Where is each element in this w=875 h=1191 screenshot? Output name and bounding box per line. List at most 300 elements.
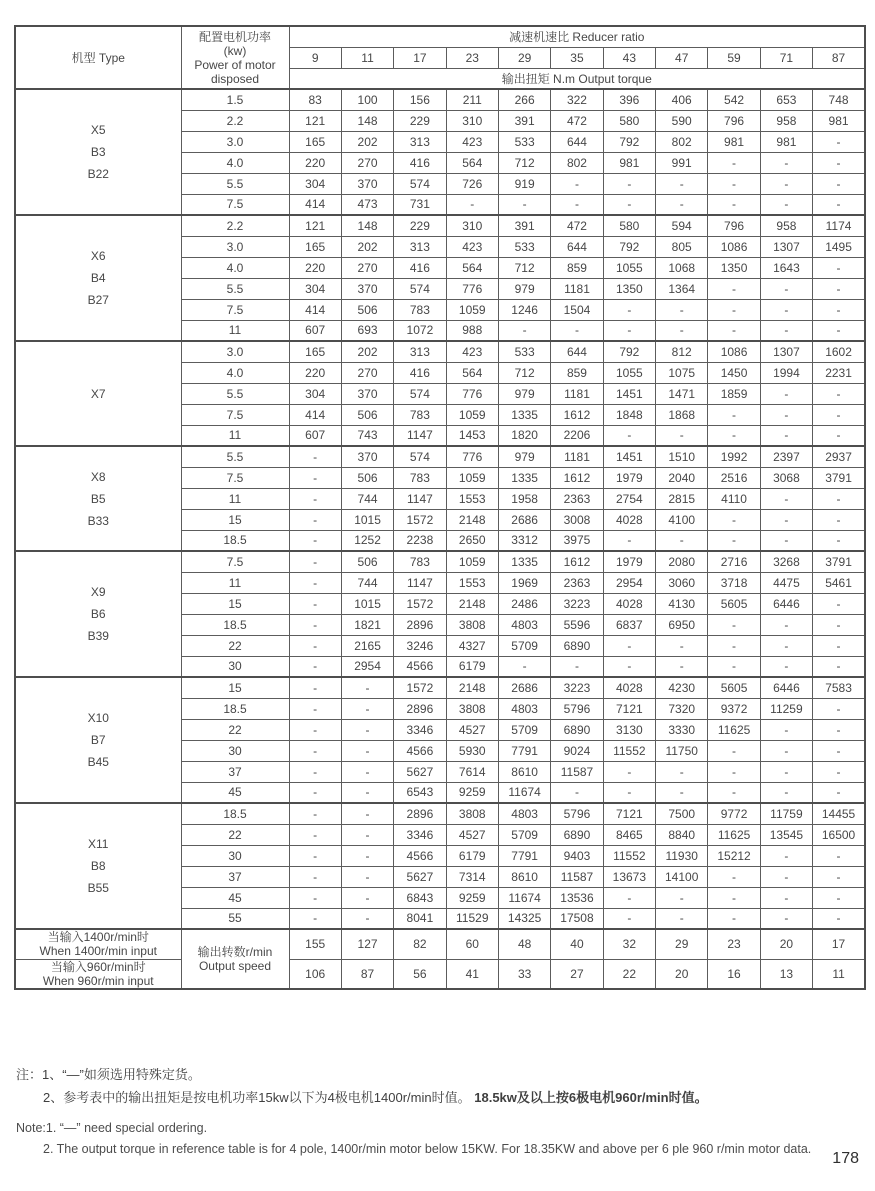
torque-value-cell: 472 — [551, 215, 603, 236]
torque-value-cell: 783 — [394, 551, 446, 572]
torque-row — [15, 677, 865, 698]
torque-value-cell: - — [289, 656, 341, 677]
power-cell: 30 — [181, 845, 289, 866]
torque-value-cell: - — [289, 530, 341, 551]
torque-value-cell: 2954 — [603, 572, 655, 593]
speed-value-cell: 33 — [498, 959, 550, 989]
torque-value-cell: 1572 — [394, 677, 446, 698]
torque-value-cell: 6446 — [760, 677, 812, 698]
torque-value-cell: 423 — [446, 236, 498, 257]
torque-value-cell: 1992 — [708, 446, 760, 467]
torque-value-cell: - — [813, 635, 865, 656]
torque-value-cell: 5605 — [708, 593, 760, 614]
power-cell: 3.0 — [181, 131, 289, 152]
torque-value-cell: 1643 — [760, 257, 812, 278]
torque-value-cell: - — [813, 425, 865, 446]
type-line: X8 — [90, 469, 106, 484]
torque-value-cell: 8041 — [394, 908, 446, 929]
torque-value-cell: 564 — [446, 152, 498, 173]
power-header-line: (kw) — [223, 43, 247, 58]
torque-value-cell: 805 — [656, 236, 708, 257]
torque-value-cell: - — [813, 656, 865, 677]
torque-row — [15, 341, 865, 362]
torque-value-cell: 748 — [813, 89, 865, 110]
speed-value-cell: 60 — [446, 929, 498, 959]
torque-value-cell: 156 — [394, 89, 446, 110]
power-header-line: disposed — [210, 71, 260, 86]
torque-value-cell: 1055 — [603, 257, 655, 278]
torque-value-cell: - — [760, 908, 812, 929]
torque-value-cell: - — [813, 782, 865, 803]
torque-value-cell: 1059 — [446, 299, 498, 320]
torque-value-cell: - — [341, 803, 393, 824]
torque-value-cell: 6837 — [603, 614, 655, 635]
torque-value-cell: - — [760, 278, 812, 299]
speed-value-cell: 13 — [760, 959, 812, 989]
torque-value-cell: - — [498, 656, 550, 677]
torque-value-cell: - — [289, 467, 341, 488]
torque-value-cell: 607 — [289, 320, 341, 341]
torque-value-cell: 1969 — [498, 572, 550, 593]
torque-value-cell: 3223 — [551, 677, 603, 698]
torque-value-cell: - — [289, 761, 341, 782]
torque-value-cell: 580 — [603, 215, 655, 236]
type-cell — [15, 215, 181, 341]
torque-value-cell: 1181 — [551, 383, 603, 404]
torque-value-cell: 2148 — [446, 593, 498, 614]
speed-value-cell: 20 — [656, 959, 708, 989]
torque-value-cell: 1174 — [813, 215, 865, 236]
torque-value-cell: 796 — [708, 215, 760, 236]
torque-value-cell: 1504 — [551, 299, 603, 320]
torque-value-cell: 574 — [394, 383, 446, 404]
torque-value-cell: 1859 — [708, 383, 760, 404]
torque-value-cell: 1147 — [394, 488, 446, 509]
torque-value-cell: 1307 — [760, 236, 812, 257]
torque-value-cell: 3975 — [551, 530, 603, 551]
torque-value-cell: 266 — [498, 89, 550, 110]
torque-value-cell: - — [708, 173, 760, 194]
type-line: B8 — [90, 859, 106, 873]
torque-value-cell: - — [813, 509, 865, 530]
torque-value-cell: 5709 — [498, 824, 550, 845]
type-line: B45 — [87, 755, 109, 769]
torque-value-cell: 7320 — [656, 698, 708, 719]
torque-value-cell: 8465 — [603, 824, 655, 845]
type-line: B5 — [90, 491, 106, 506]
torque-value-cell: 2754 — [603, 488, 655, 509]
torque-value-cell: - — [760, 719, 812, 740]
torque-value-cell: - — [498, 320, 550, 341]
torque-value-cell: - — [813, 866, 865, 887]
type-line: B6 — [90, 607, 106, 621]
speed-row — [15, 959, 865, 989]
type-line: B22 — [87, 167, 109, 181]
torque-value-cell: - — [708, 782, 760, 803]
torque-value-cell: 859 — [551, 362, 603, 383]
torque-value-cell: - — [813, 257, 865, 278]
torque-value-cell: - — [813, 278, 865, 299]
torque-value-cell: 979 — [498, 278, 550, 299]
torque-value-cell: 2686 — [498, 677, 550, 698]
torque-value-cell: 958 — [760, 110, 812, 131]
torque-value-cell: - — [760, 425, 812, 446]
torque-value-cell: 310 — [446, 215, 498, 236]
torque-value-cell: - — [708, 740, 760, 761]
type-line: X9 — [90, 585, 106, 599]
torque-value-cell: 5605 — [708, 677, 760, 698]
torque-value-cell: 414 — [289, 404, 341, 425]
torque-value-cell: 2238 — [394, 530, 446, 551]
ratio-header-cell: 11 — [341, 47, 393, 68]
torque-value-cell: 3268 — [760, 551, 812, 572]
torque-value-cell: - — [603, 761, 655, 782]
torque-value-cell: 310 — [446, 110, 498, 131]
torque-value-cell: - — [708, 656, 760, 677]
torque-value-cell: 370 — [341, 173, 393, 194]
torque-value-cell: 391 — [498, 110, 550, 131]
torque-value-cell: - — [760, 740, 812, 761]
torque-value-cell: 8610 — [498, 761, 550, 782]
torque-value-cell: 731 — [394, 194, 446, 215]
torque-value-cell: - — [289, 887, 341, 908]
torque-value-cell: - — [289, 845, 341, 866]
torque-value-cell: - — [813, 173, 865, 194]
torque-value-cell: 2896 — [394, 614, 446, 635]
speed-value-cell: 41 — [446, 959, 498, 989]
torque-value-cell: 4230 — [656, 677, 708, 698]
page-number: 178 — [832, 1150, 859, 1167]
torque-value-cell: 580 — [603, 110, 655, 131]
ratio-header-cell: 47 — [656, 47, 708, 68]
torque-value-cell: 165 — [289, 236, 341, 257]
ratio-header-cell: 9 — [289, 47, 341, 68]
torque-value-cell: 3791 — [813, 551, 865, 572]
reducer-ratio-group-header: 减速机速比 Reducer ratio — [289, 26, 865, 47]
torque-value-cell: - — [289, 698, 341, 719]
torque-value-cell: 1553 — [446, 488, 498, 509]
torque-value-cell: - — [551, 194, 603, 215]
note-cn-2 — [43, 1089, 864, 1107]
speed-label-line: 当输入1400r/min时 — [47, 930, 149, 945]
torque-value-cell: 220 — [289, 362, 341, 383]
torque-value-cell: 3312 — [498, 530, 550, 551]
torque-row — [15, 551, 865, 572]
torque-value-cell: 5627 — [394, 866, 446, 887]
torque-value-cell: - — [656, 908, 708, 929]
torque-value-cell: 391 — [498, 215, 550, 236]
torque-value-cell: 506 — [341, 299, 393, 320]
torque-value-cell: 4028 — [603, 677, 655, 698]
torque-value-cell: 1453 — [446, 425, 498, 446]
torque-value-cell: 1059 — [446, 404, 498, 425]
torque-value-cell: - — [708, 866, 760, 887]
torque-value-cell: - — [656, 173, 708, 194]
type-line: B7 — [90, 733, 106, 747]
type-line: B3 — [90, 145, 106, 159]
torque-value-cell: 533 — [498, 341, 550, 362]
torque-value-cell: 7791 — [498, 740, 550, 761]
torque-value-cell: 304 — [289, 383, 341, 404]
torque-value-cell: - — [813, 488, 865, 509]
torque-value-cell: 2165 — [341, 635, 393, 656]
torque-value-cell: 11259 — [760, 698, 812, 719]
torque-value-cell: 2650 — [446, 530, 498, 551]
torque-value-cell: - — [551, 320, 603, 341]
torque-value-cell: 564 — [446, 257, 498, 278]
torque-value-cell: 590 — [656, 110, 708, 131]
power-cell: 55 — [181, 908, 289, 929]
torque-value-cell: 1450 — [708, 362, 760, 383]
torque-value-cell: 4475 — [760, 572, 812, 593]
torque-value-cell: - — [603, 635, 655, 656]
torque-value-cell: - — [289, 635, 341, 656]
torque-value-cell: 4327 — [446, 635, 498, 656]
footnotes — [16, 1066, 864, 1158]
torque-value-cell: 211 — [446, 89, 498, 110]
torque-value-cell: - — [289, 488, 341, 509]
ratio-header-cell: 71 — [760, 47, 812, 68]
torque-value-cell: - — [656, 656, 708, 677]
torque-value-cell: 644 — [551, 131, 603, 152]
power-cell: 37 — [181, 866, 289, 887]
torque-value-cell: 11750 — [656, 740, 708, 761]
torque-value-cell: 6543 — [394, 782, 446, 803]
torque-value-cell: 533 — [498, 131, 550, 152]
torque-value-cell: 744 — [341, 488, 393, 509]
torque-value-cell: 783 — [394, 299, 446, 320]
torque-value-cell: 7121 — [603, 698, 655, 719]
torque-value-cell: 3346 — [394, 719, 446, 740]
torque-value-cell: - — [813, 740, 865, 761]
power-cell: 30 — [181, 656, 289, 677]
torque-value-cell: 1820 — [498, 425, 550, 446]
torque-value-cell: 270 — [341, 152, 393, 173]
torque-value-cell: 506 — [341, 467, 393, 488]
torque-value-cell: 304 — [289, 173, 341, 194]
torque-value-cell: - — [813, 152, 865, 173]
power-cell: 4.0 — [181, 152, 289, 173]
power-cell: 7.5 — [181, 404, 289, 425]
torque-value-cell: - — [813, 761, 865, 782]
torque-value-cell: 3246 — [394, 635, 446, 656]
torque-value-cell: 3808 — [446, 698, 498, 719]
torque-value-cell: 13545 — [760, 824, 812, 845]
torque-value-cell: 2716 — [708, 551, 760, 572]
torque-value-cell: - — [813, 845, 865, 866]
torque-value-cell: 270 — [341, 362, 393, 383]
torque-value-cell: 370 — [341, 446, 393, 467]
torque-value-cell: 1055 — [603, 362, 655, 383]
type-line: B33 — [87, 513, 109, 528]
torque-value-cell: 3223 — [551, 593, 603, 614]
type-cell — [15, 551, 181, 677]
torque-value-cell: 506 — [341, 551, 393, 572]
torque-value-cell: - — [813, 194, 865, 215]
torque-value-cell: - — [813, 593, 865, 614]
power-cell: 11 — [181, 320, 289, 341]
torque-value-cell: 14455 — [813, 803, 865, 824]
type-line: X6 — [90, 249, 106, 263]
torque-row — [15, 446, 865, 467]
torque-value-cell: 7614 — [446, 761, 498, 782]
torque-value-cell: 1335 — [498, 551, 550, 572]
torque-value-cell: 5709 — [498, 635, 550, 656]
power-cell: 7.5 — [181, 551, 289, 572]
power-cell: 18.5 — [181, 530, 289, 551]
torque-value-cell: 1086 — [708, 236, 760, 257]
type-line: X5 — [90, 123, 106, 137]
torque-value-cell: 1868 — [656, 404, 708, 425]
torque-value-cell: - — [551, 782, 603, 803]
power-cell: 45 — [181, 782, 289, 803]
torque-value-cell: - — [341, 761, 393, 782]
torque-value-cell: 991 — [656, 152, 708, 173]
torque-value-cell: 5709 — [498, 719, 550, 740]
torque-value-cell: - — [341, 698, 393, 719]
torque-value-cell: 14100 — [656, 866, 708, 887]
speed-row — [15, 929, 865, 959]
type-line: B55 — [87, 881, 109, 895]
torque-value-cell: 396 — [603, 89, 655, 110]
torque-value-cell: - — [603, 173, 655, 194]
torque-value-cell: 1072 — [394, 320, 446, 341]
torque-value-cell: - — [603, 908, 655, 929]
power-cell: 11 — [181, 425, 289, 446]
torque-value-cell: 4028 — [603, 509, 655, 530]
torque-value-cell: 14325 — [498, 908, 550, 929]
torque-value-cell: 7791 — [498, 845, 550, 866]
torque-value-cell: 313 — [394, 131, 446, 152]
torque-value-cell: 792 — [603, 236, 655, 257]
torque-value-cell: 165 — [289, 131, 341, 152]
torque-value-cell: 313 — [394, 236, 446, 257]
torque-value-cell: 6890 — [551, 719, 603, 740]
speed-value-cell: 32 — [603, 929, 655, 959]
torque-value-cell: 744 — [341, 572, 393, 593]
header-row-1 — [15, 26, 865, 47]
speed-value-cell: 16 — [708, 959, 760, 989]
torque-value-cell: 11552 — [603, 845, 655, 866]
torque-value-cell: 229 — [394, 110, 446, 131]
speed-value-cell: 11 — [813, 959, 865, 989]
torque-row — [15, 89, 865, 110]
torque-value-cell: - — [760, 194, 812, 215]
power-cell: 7.5 — [181, 194, 289, 215]
torque-value-cell: 2080 — [656, 551, 708, 572]
torque-value-cell: - — [289, 593, 341, 614]
torque-value-cell: - — [813, 299, 865, 320]
torque-row — [15, 215, 865, 236]
torque-value-cell: - — [760, 614, 812, 635]
torque-value-cell: 1572 — [394, 593, 446, 614]
torque-value-cell: - — [656, 761, 708, 782]
torque-value-cell: - — [760, 404, 812, 425]
torque-value-cell: 653 — [760, 89, 812, 110]
torque-value-cell: 7121 — [603, 803, 655, 824]
torque-value-cell: 423 — [446, 131, 498, 152]
torque-value-cell: 958 — [760, 215, 812, 236]
torque-value-cell: 406 — [656, 89, 708, 110]
torque-value-cell: - — [341, 887, 393, 908]
torque-value-cell: 5796 — [551, 698, 603, 719]
speed-value-cell: 40 — [551, 929, 603, 959]
speed-value-cell: 17 — [813, 929, 865, 959]
ratio-header-cell: 17 — [394, 47, 446, 68]
torque-value-cell: 594 — [656, 215, 708, 236]
torque-value-cell: 644 — [551, 341, 603, 362]
torque-value-cell: 4803 — [498, 698, 550, 719]
note-cn-2-normal: 2、参考表中的输出扭矩是按电机功率15kw以下为4极电机1400r/min时值。 — [43, 1090, 471, 1105]
torque-value-cell: 3791 — [813, 467, 865, 488]
torque-value-cell: 1252 — [341, 530, 393, 551]
torque-value-cell: 304 — [289, 278, 341, 299]
torque-table-body — [15, 89, 865, 989]
power-cell: 11 — [181, 488, 289, 509]
torque-value-cell: 6446 — [760, 593, 812, 614]
torque-value-cell: 4100 — [656, 509, 708, 530]
torque-value-cell: - — [656, 887, 708, 908]
torque-value-cell: 1958 — [498, 488, 550, 509]
torque-value-cell: 6179 — [446, 656, 498, 677]
torque-value-cell: 9403 — [551, 845, 603, 866]
torque-value-cell: 1015 — [341, 509, 393, 530]
torque-value-cell: 2896 — [394, 698, 446, 719]
torque-value-cell: 812 — [656, 341, 708, 362]
torque-value-cell: - — [760, 509, 812, 530]
type-line: B27 — [87, 293, 109, 307]
speed-label-line: 当输入960r/min时 — [50, 959, 146, 974]
torque-value-cell: 3130 — [603, 719, 655, 740]
torque-value-cell: 1821 — [341, 614, 393, 635]
torque-value-cell: 2815 — [656, 488, 708, 509]
power-cell: 3.0 — [181, 341, 289, 362]
torque-value-cell: - — [760, 383, 812, 404]
speed-value-cell: 48 — [498, 929, 550, 959]
torque-value-cell: 564 — [446, 362, 498, 383]
torque-value-cell: 1350 — [708, 257, 760, 278]
speed-value-cell: 56 — [394, 959, 446, 989]
torque-value-cell: 11759 — [760, 803, 812, 824]
torque-value-cell: 11587 — [551, 761, 603, 782]
torque-value-cell: 16500 — [813, 824, 865, 845]
power-cell: 1.5 — [181, 89, 289, 110]
speed-value-cell: 23 — [708, 929, 760, 959]
torque-value-cell: - — [603, 887, 655, 908]
torque-value-cell: 6179 — [446, 845, 498, 866]
torque-value-cell: - — [603, 782, 655, 803]
torque-value-cell: - — [289, 719, 341, 740]
torque-value-cell: - — [551, 656, 603, 677]
torque-value-cell: 792 — [603, 131, 655, 152]
torque-value-cell: 783 — [394, 467, 446, 488]
torque-value-cell: - — [813, 404, 865, 425]
torque-value-cell: - — [708, 509, 760, 530]
speed-value-cell: 22 — [603, 959, 655, 989]
torque-value-cell: 7583 — [813, 677, 865, 698]
torque-value-cell: - — [656, 425, 708, 446]
torque-value-cell: - — [551, 173, 603, 194]
torque-value-cell: 473 — [341, 194, 393, 215]
speed-value-cell: 29 — [656, 929, 708, 959]
torque-value-cell: 472 — [551, 110, 603, 131]
ratio-header-cell: 59 — [708, 47, 760, 68]
power-column-header — [181, 26, 289, 89]
torque-value-cell: - — [708, 425, 760, 446]
torque-value-cell: 11552 — [603, 740, 655, 761]
torque-value-cell: 2231 — [813, 362, 865, 383]
power-header-line: 配置电机功率 — [198, 29, 271, 44]
